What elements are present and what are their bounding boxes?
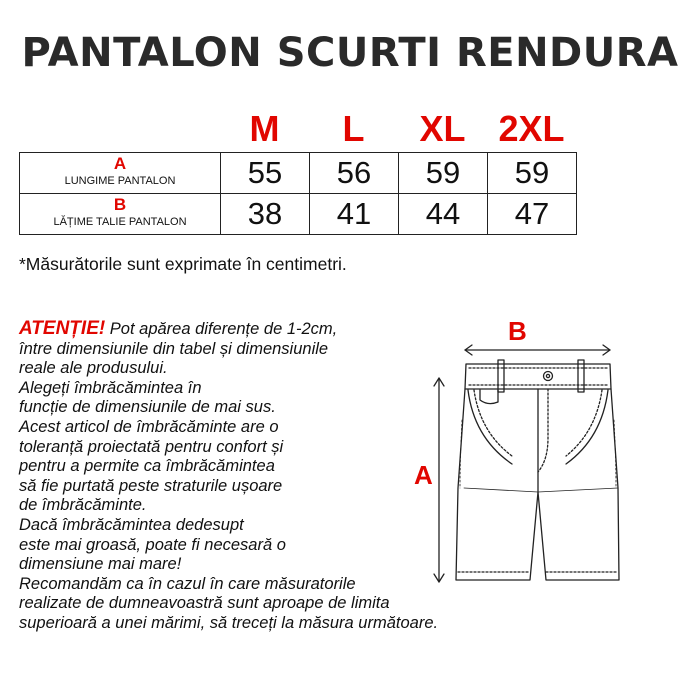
warning-line: realizate de dumneavoastră sunt aproape de limita [19, 594, 390, 613]
warning-line: toleranță proiectată pentru confort și [19, 437, 284, 456]
pocket-left [468, 390, 512, 464]
label-b: B [508, 316, 527, 346]
row-label [20, 194, 221, 235]
warning-line: între dimensiunile din tabel și dimensiunile [19, 339, 329, 358]
table-cell: 38 [221, 194, 310, 235]
warning-line: este mai groasă, poate fi necesară o [19, 535, 286, 554]
table-cell: 59 [488, 153, 577, 194]
size-header-xl: XL [419, 108, 466, 149]
shorts-illustration [400, 310, 640, 590]
warning-line: Alegeți îmbrăcămintea în [19, 378, 202, 397]
units-note: *Măsurătorile sunt exprimate în centimetri. [19, 254, 347, 274]
row-name: LĂȚIME TALIE PANTALON [53, 216, 187, 228]
table-row [20, 194, 577, 235]
button [544, 372, 553, 381]
table-cell: 41 [310, 194, 399, 235]
row-name: LUNGIME PANTALON [64, 175, 176, 187]
warning-line: dimensiune mai mare! [19, 555, 182, 574]
table-cell: 59 [399, 153, 488, 194]
warning-line: Recomandăm ca în cazul în care măsuratorile [19, 574, 356, 593]
table-cell: 56 [310, 153, 399, 194]
warning-line: pentru a permite ca îmbrăcămintea [19, 457, 275, 476]
warning-line: Dacă îmbrăcămintea dedesupt [19, 515, 244, 534]
warning-line: Acest articol de îmbrăcăminte are o [19, 417, 279, 436]
warning-line: de îmbrăcăminte. [19, 496, 147, 515]
pocket-right [566, 390, 608, 464]
coin-pocket [480, 390, 498, 404]
size-header-2xl: 2XL [498, 108, 565, 149]
table-cell: 55 [221, 153, 310, 194]
label-a: A [414, 460, 433, 490]
warning-line: să fie purtată peste straturile ușoare [19, 476, 283, 495]
warning-line: reale ale produsului. [19, 359, 168, 378]
size-header-m: M [249, 108, 280, 149]
row-letter: A [113, 154, 127, 173]
table-cell: 44 [399, 194, 488, 235]
page-title: PANTALON SCURTI RENDURA [21, 30, 679, 76]
warning-line: funcție de dimensiunile de mai sus. [19, 398, 276, 417]
table-row [20, 153, 577, 194]
size-header-l: L [342, 108, 365, 149]
warning-first-line-rest: Pot apărea diferențe de 1-2cm, [105, 320, 338, 338]
warning-heading: ATENȚIE! [19, 318, 106, 339]
shorts-diagram [400, 310, 640, 590]
size-table [19, 152, 577, 235]
row-letter: B [113, 195, 127, 214]
table-cell: 47 [488, 194, 577, 235]
warning-line: superioară a unei mărimi, să treceți la măsura următoare. [19, 613, 439, 632]
row-label [20, 153, 221, 194]
